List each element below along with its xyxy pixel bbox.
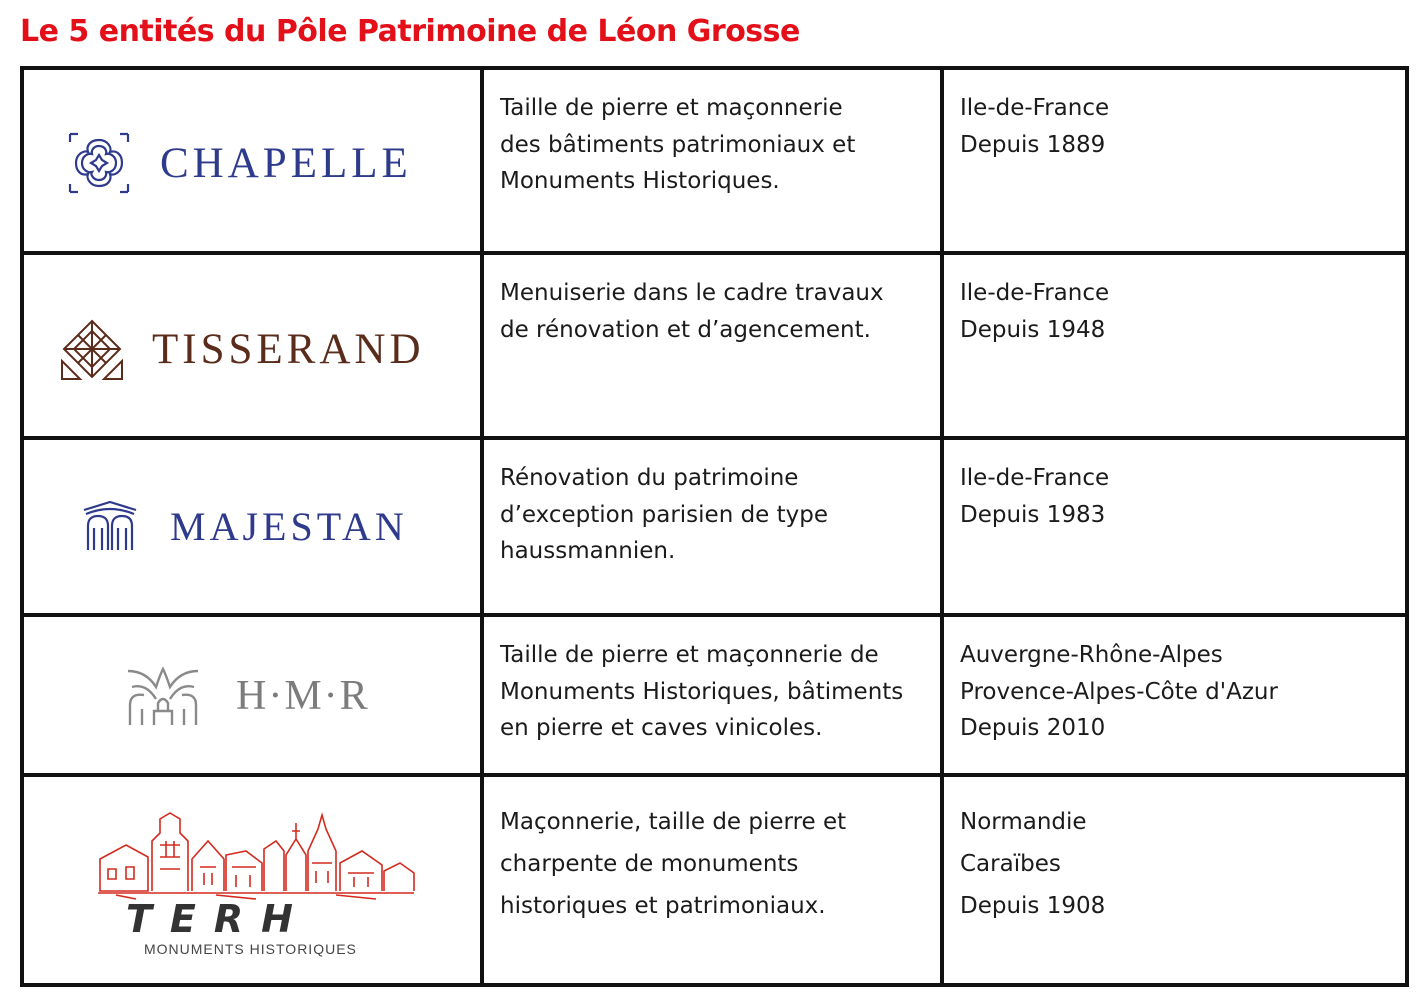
- location-cell: [942, 615, 1407, 775]
- terh-wordmark: TERH: [126, 897, 311, 941]
- description-text: Menuiserie dans le cadre travaux de rénovation et d’agencement.: [500, 280, 884, 343]
- location-text: Normandie Caraïbes Depuis 1908: [960, 809, 1106, 919]
- description-cell: [482, 775, 942, 985]
- vault-icon: [126, 665, 200, 727]
- description-text: Taille de pierre et maçonnerie des bâtiments patrimoniaux et Monuments Historiques.: [500, 95, 856, 194]
- description-text: Maçonnerie, taille de pierre et charpente de monuments historiques et patrimoniaux.: [500, 809, 847, 919]
- entities-table: [20, 66, 1409, 987]
- location-text: Ile-de-France Depuis 1889: [960, 95, 1110, 158]
- hmr-wordmark: H·M·R: [236, 673, 370, 719]
- description-cell: [482, 438, 942, 615]
- chapelle-wordmark: CHAPELLE: [160, 139, 412, 187]
- terh-logo: [96, 811, 416, 957]
- logo-cell: [22, 438, 482, 615]
- location-cell: [942, 438, 1407, 615]
- location-text: Ile-de-France Depuis 1983: [960, 465, 1110, 528]
- town-skyline-icon: [96, 811, 416, 901]
- location-text: Auvergne-Rhône-Alpes Provence-Alpes-Côte d'Azur Depuis 2010: [960, 642, 1278, 741]
- table-row: [22, 775, 1407, 985]
- majestan-wordmark: MAJESTAN: [170, 503, 408, 549]
- location-text: Ile-de-France Depuis 1948: [960, 280, 1110, 343]
- logo-cell: [22, 775, 482, 985]
- majestan-logo: [80, 500, 408, 552]
- hmr-logo: [126, 665, 370, 727]
- page-title: Le 5 entités du Pôle Patrimoine de Léon Grosse: [20, 14, 800, 49]
- description-cell: [482, 615, 942, 775]
- table-row: [22, 438, 1407, 615]
- description-text: Taille de pierre et maçonnerie de Monuments Historiques, bâtiments en pierre et caves vinicoles.: [500, 642, 904, 741]
- tisserand-logo: [60, 317, 425, 381]
- logo-cell: [22, 253, 482, 438]
- location-cell: [942, 253, 1407, 438]
- description-text: Rénovation du patrimoine d’exception parisien de type haussmannien.: [500, 465, 829, 564]
- diamond-pattern-icon: [60, 317, 124, 381]
- terh-subtitle: MONUMENTS HISTORIQUES: [144, 941, 357, 957]
- location-cell: [942, 68, 1407, 253]
- quatrefoil-icon: [68, 132, 130, 194]
- logo-cell: [22, 68, 482, 253]
- arches-icon: [80, 500, 140, 552]
- table-row: [22, 615, 1407, 775]
- table-row: [22, 68, 1407, 253]
- location-cell: [942, 775, 1407, 985]
- tisserand-wordmark: TISSERAND: [152, 325, 425, 373]
- description-cell: [482, 68, 942, 253]
- logo-cell: [22, 615, 482, 775]
- table-row: [22, 253, 1407, 438]
- description-cell: [482, 253, 942, 438]
- chapelle-logo: [68, 132, 412, 194]
